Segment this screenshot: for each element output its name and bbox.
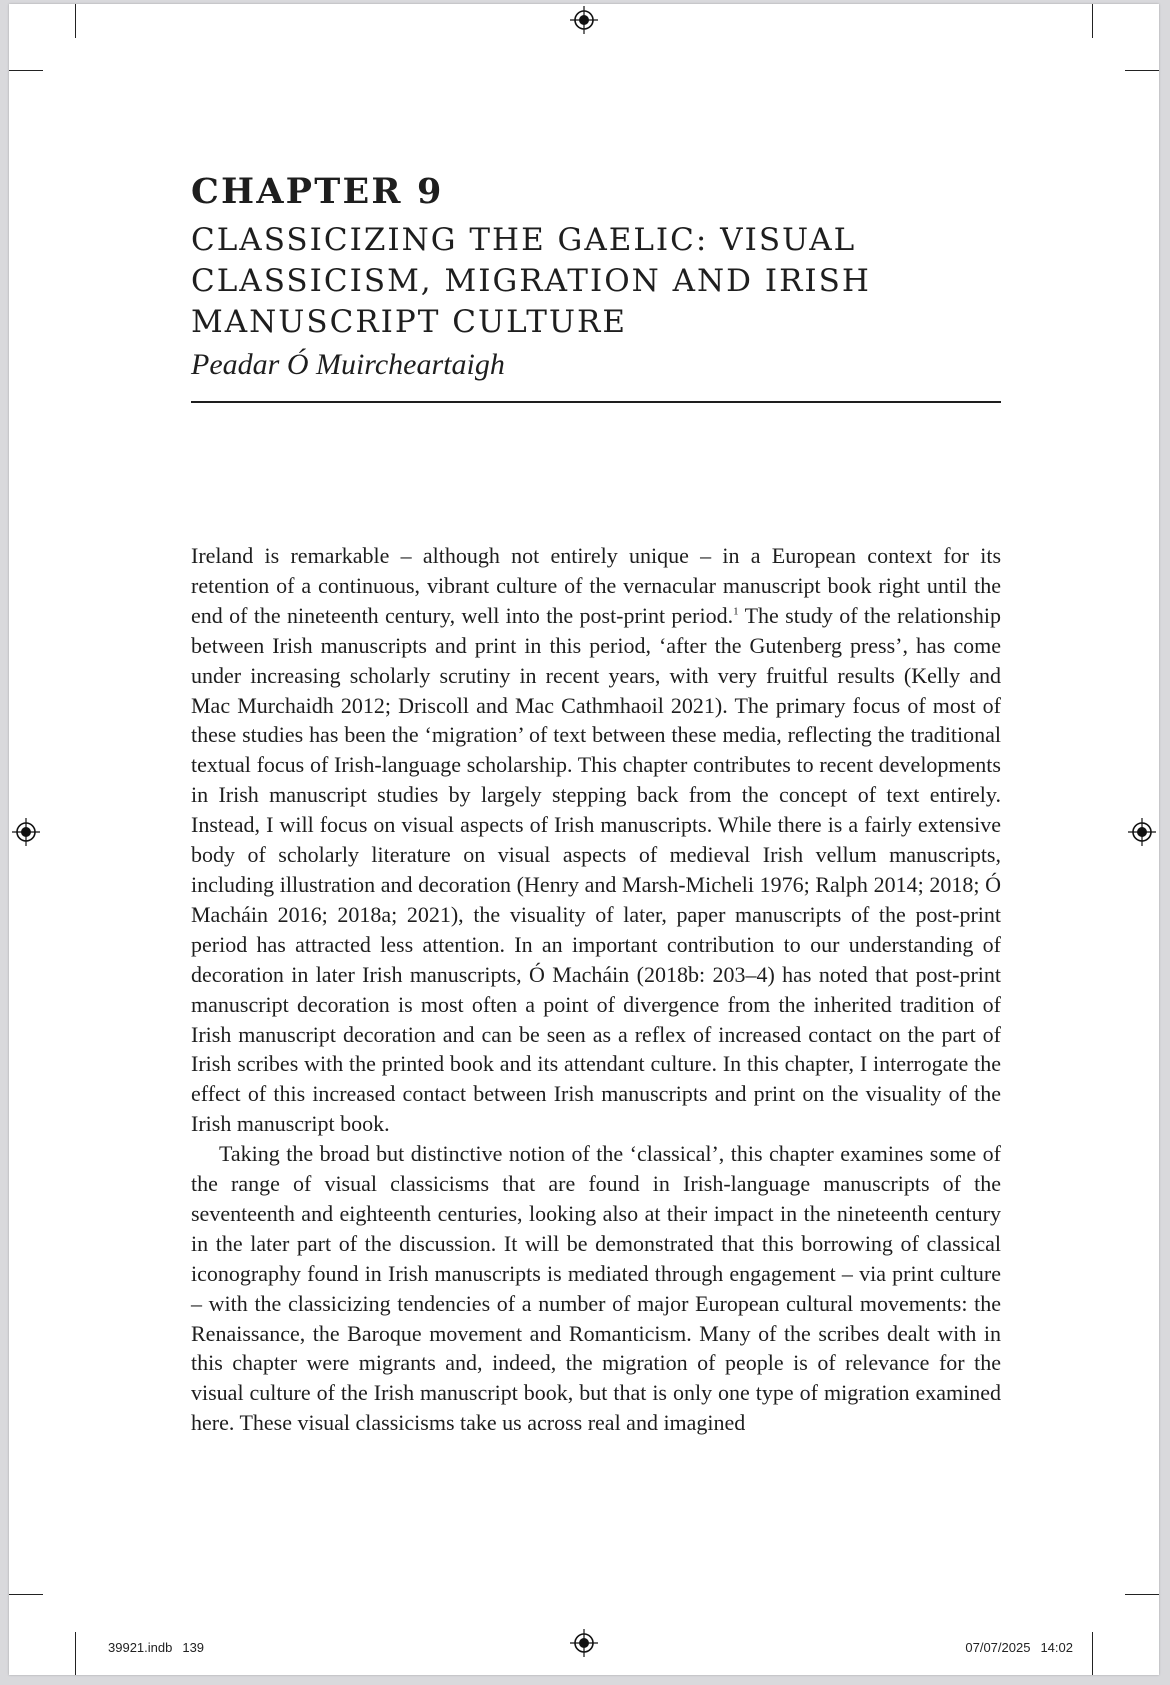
crop-mark-top-right-horizontal [1125, 70, 1159, 71]
chapter-title: CLASSICIZING THE GAELIC: VISUAL CLASSICISM, MIGRATION AND IRISH MANUSCRIPT CULTURE [191, 222, 871, 341]
chapter-heading [191, 172, 1001, 403]
slug-right [965, 1640, 1073, 1655]
heading-rule [191, 401, 1001, 403]
crop-mark-bottom-left-vertical [75, 1632, 76, 1675]
footnote-reference[interactable]: 1 [733, 605, 739, 618]
crop-mark-bottom-left-horizontal [9, 1594, 43, 1595]
chapter-author: Peadar Ó Muircheartaigh [191, 348, 505, 382]
crop-mark-top-left-vertical [75, 4, 76, 38]
slug-time: 14:02 [1040, 1640, 1073, 1655]
crop-mark-top-right-vertical [1092, 4, 1093, 38]
crop-mark-bottom-right-vertical [1092, 1632, 1093, 1675]
crop-mark-bottom-right-horizontal [1125, 1594, 1159, 1595]
registration-mark-icon [1128, 818, 1156, 846]
chapter-label: CHAPTER 9 [191, 171, 444, 212]
body-text [191, 541, 1001, 1438]
crop-mark-top-left-horizontal [9, 70, 43, 71]
paragraph-text: The study of the relationship between Irish manuscripts and print in this period, ‘after the Gutenberg press’, has come under increasing scholarly scrutiny in recent years, with very fruitful results (Kelly and Mac Murchaidh 2012; Driscoll and Mac Cathmhaoil 2021). The primary focus of most of these studies has been the ‘migration’ of text between these media, reflecting the traditional textual focus of Irish-language scholarship. This chapter contributes to recent developments in Irish manuscript studies by largely stepping back from the concept of text entirely. Instead, I will focus on visual aspects of Irish manuscripts. While there is a fairly extensive body of scholarly literature on visual aspects of medieval Irish vellum manuscripts, including illustration and decoration (Henry and Marsh-Micheli 1976; Ralph 2014; 2018; Ó Macháin 2016; 2018a; 2021), the visuality of later, paper manuscripts of the post-print period has attracted less attention. In an important contribution to our understanding of decoration in later Irish manuscripts, Ó Macháin (2018b: 203–4) has noted that post-print manuscript decoration is most often a point of divergence from the inherited tradition of Irish manuscript decoration and can be seen as a reflex of increased contact on the part of Irish scribes with the printed book and its attendant culture. In this chapter, I interrogate the effect of this increased contact between Irish manuscripts and print on the visuality of the Irish manuscript book. [191, 602, 1001, 1137]
slug-filename: 39921.indb [108, 1640, 173, 1655]
paragraph-text: Ireland is remarkable – although not entirely unique – in a European context for its retention of a continuous, vibrant culture of the vernacular manuscript book right until the end of the nineteenth century, well into the post-print period. [191, 543, 1001, 628]
slug-left [108, 1640, 204, 1655]
paragraph [191, 541, 1001, 1139]
registration-mark-icon [570, 6, 598, 34]
slug-date: 07/07/2025 [965, 1640, 1031, 1655]
registration-mark-icon [570, 1629, 598, 1657]
registration-mark-icon [12, 818, 40, 846]
paragraph: Taking the broad but distinctive notion of the ‘classical’, this chapter examines some of the range of visual classicisms that are found in Irish-language manuscripts of the seventeenth and eighteenth centuries, looking also at their impact in the nineteenth century in the later part of the discussion. It will be demonstrated that this borrowing of classical iconography found in Irish manuscripts is mediated through engagement – via print culture – with the classicizing tendencies of a number of major European cultural movements: the Renaissance, the Baroque movement and Romanticism. Many of the scribes dealt with in this chapter were migrants and, indeed, the migration of people is of relevance for the visual culture of the Irish manuscript book, but that is only one type of migration examined here. These visual classicisms take us across real and imagined [191, 1141, 1001, 1436]
slug-page-number: 139 [182, 1640, 205, 1655]
